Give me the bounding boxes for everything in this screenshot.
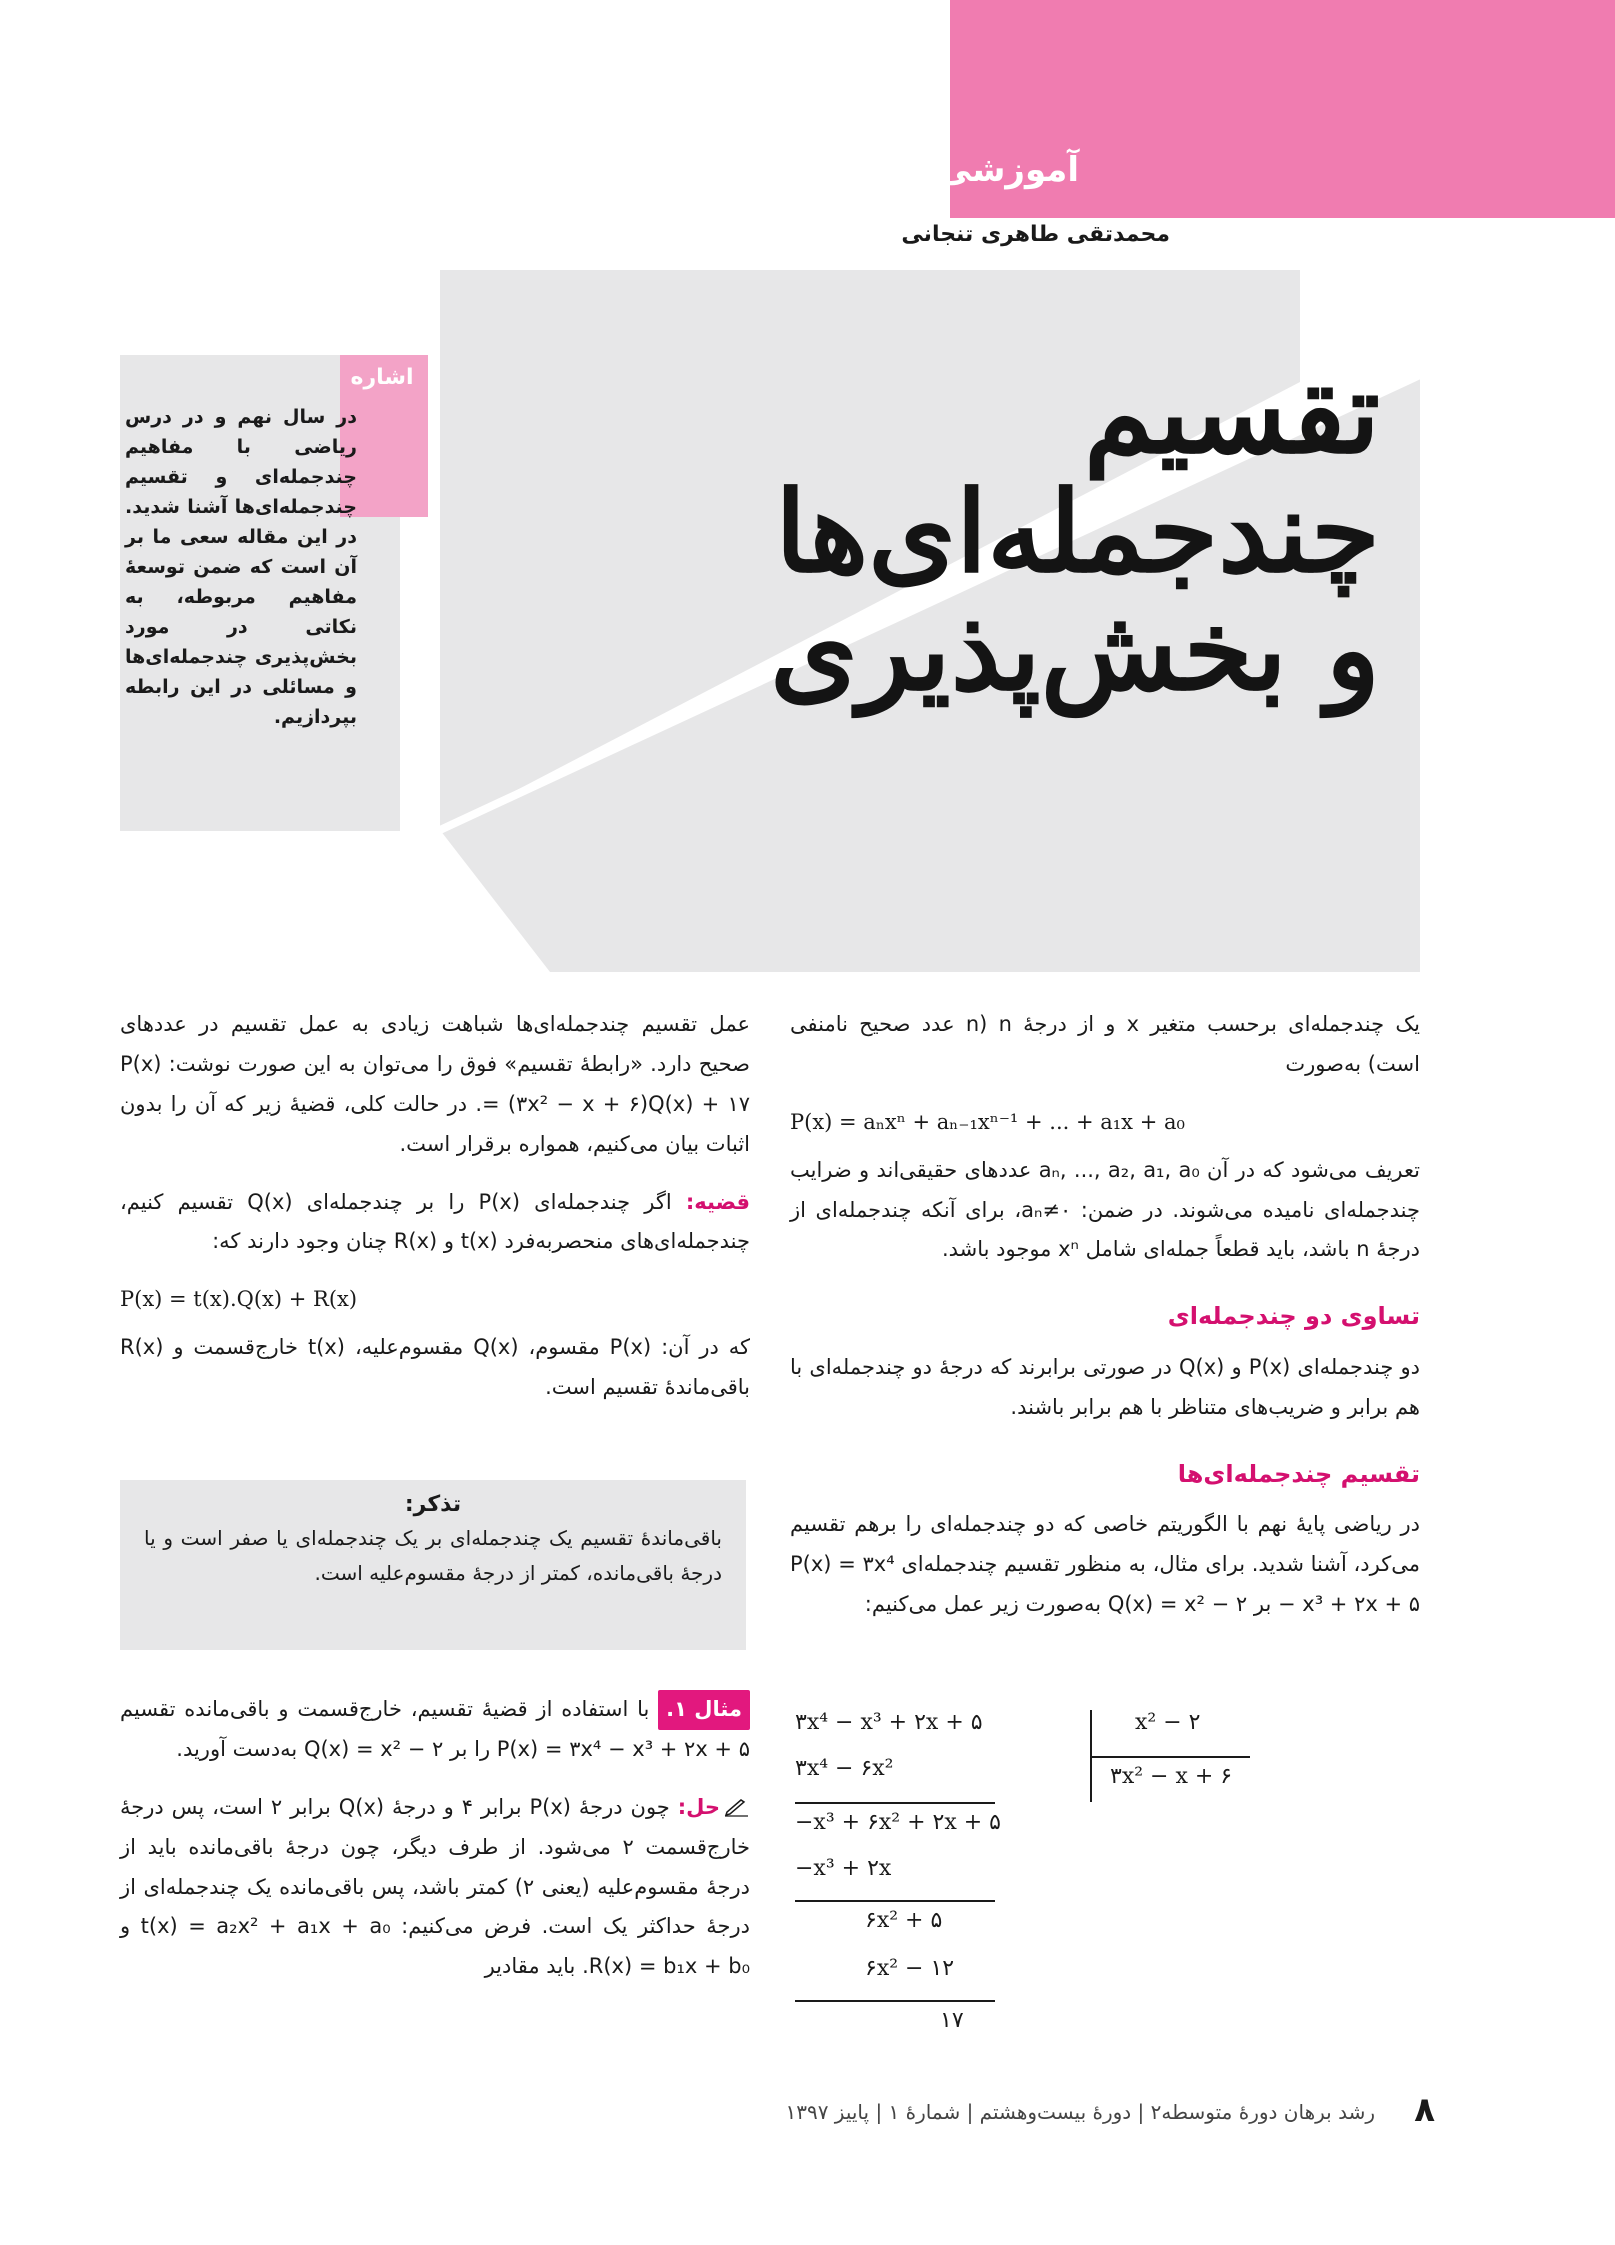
division-rule-3 bbox=[795, 2000, 995, 2002]
division-step-3: ۶x² − ۱۲ bbox=[865, 1956, 955, 1981]
division-dividend: ۳x⁴ − x³ + ۲x + ۵ bbox=[795, 1710, 983, 1735]
author-name: محمدتقی طاهری تنجانی bbox=[901, 222, 1170, 247]
equal-paragraph: دو چندجمله‌ای P(x) و Q(x) در صورتی برابرند که درجهٔ دو چندجمله‌ای با هم برابر و ضریب‌های متناظر با هم برابر باشند. bbox=[790, 1354, 1420, 1419]
example-paragraph bbox=[120, 1690, 750, 1770]
title-line-3: و بخش‌پذیری bbox=[770, 585, 1380, 717]
division-divisor: x² − ۲ bbox=[1135, 1710, 1201, 1735]
division-remainder-2: ۶x² + ۵ bbox=[865, 1908, 943, 1933]
long-division bbox=[790, 1710, 1330, 2050]
solution-text: چون درجهٔ P(x) برابر ۴ و درجهٔ Q(x) برابر ۲ است، پس درجهٔ خارج‌قسمت ۲ می‌شود. از طرف دیگر، چون درجهٔ باقی‌مانده باید از درجهٔ مقسوم‌علیه (یعنی ۲) کمتر باشد، پس باقی‌مانده یک چندجمله‌ای از درجهٔ حداکثر یک است. فرض می‌کنیم: t(x) = a₂x² + a₁x + a₀ و R(x) = b₁x + b₀. باید مقادیر bbox=[120, 1794, 750, 1979]
theorem-text: اگر چندجمله‌ای P(x) را بر چندجمله‌ای Q(x) تقسیم کنیم، چندجمله‌ای‌های منحصربه‌فرد t(x) و R(x) چنان وجود دارند که: bbox=[120, 1189, 750, 1254]
reminder-title: تذکر: bbox=[404, 1492, 462, 1517]
heading-polynomial-division: تقسیم چندجمله‌ای‌ها bbox=[1177, 1459, 1420, 1488]
pencil-icon bbox=[724, 1799, 750, 1817]
left-column bbox=[120, 1005, 750, 1426]
note-text: در سال نهم و در درس ریاضی با مفاهیم چندجمله‌ای و تقسیم چندجمله‌ای‌ها آشنا شدید. در این مقاله سعی ما بر آن است که ضمن توسعهٔ مفاهیم مربوطه، به نکاتی در مورد بخش‌پذیری چندجمله‌ای‌ها و مسائلی در این رابطه بپردازیم. bbox=[125, 406, 357, 729]
section-label: آموزشی bbox=[937, 150, 1079, 190]
division-rule-1 bbox=[795, 1802, 995, 1804]
note-tag-label: اشاره bbox=[350, 365, 414, 390]
division-rule-2 bbox=[795, 1900, 995, 1902]
division-remainder-1: −x³ + ۶x² + ۲x + ۵ bbox=[795, 1810, 1002, 1835]
solution-paragraph bbox=[120, 1788, 750, 1987]
theorem-explanation: که در آن: P(x) مقسوم، Q(x) مقسوم‌علیه، t(x) خارج‌قسمت و R(x) باقی‌ماندهٔ تقسیم است. bbox=[120, 1335, 751, 1400]
article-title bbox=[520, 348, 1380, 717]
division-quotient: ۳x² − x + ۶ bbox=[1110, 1764, 1233, 1789]
theorem-formula: P(x) = t(x).Q(x) + R(x) bbox=[120, 1287, 358, 1312]
example-section bbox=[120, 1690, 750, 2005]
division-step-2: −x³ + ۲x bbox=[795, 1856, 892, 1881]
page-number: ۸ bbox=[1414, 2090, 1435, 2130]
heading-equal-polynomials: تساوی دو چندجمله‌ای bbox=[1167, 1302, 1420, 1331]
relation-paragraph: عمل تقسیم چندجمله‌ای‌ها شباهت زیادی به عمل تقسیم در عددهای صحیح دارد. «رابطهٔ تقسیم» فوق را می‌توان به این صورت نوشت: P(x) = (۳x² − x + ۶)Q(x) + ۱۷. در حالت کلی، قضیهٔ زیر که آن را بدون اثبات بیان می‌کنیم، همواره برقرار است. bbox=[120, 1012, 750, 1156]
right-column bbox=[790, 1005, 1420, 1643]
footer-info: رشد برهان دورهٔ متوسطه۲ | دورهٔ بیست‌وهشتم | شمارهٔ ۱ | پاییز ۱۳۹۷ bbox=[785, 2100, 1375, 2124]
example-text: با استفاده از قضیهٔ تقسیم، خارج‌قسمت و باقی‌مانده تقسیم P(x) = ۳x⁴ − x³ + ۲x + ۵ را بر Q(x) = x² − ۲ به‌دست آورید. bbox=[120, 1697, 750, 1761]
division-final-remainder: ۱۷ bbox=[940, 2008, 964, 2033]
intro-formula: P(x) = aₙxⁿ + aₙ₋₁xⁿ⁻¹ + ... + a₁x + a₀ bbox=[790, 1109, 1185, 1134]
division-divisor-underline bbox=[1090, 1756, 1250, 1758]
intro-paragraph-2: تعریف می‌شود که در آن aₙ, ..., a₂, a₁, a₀ عددهای حقیقی‌اند و ضرایب چندجمله‌ای نامیده می‌شوند. در ضمن: aₙ≠۰، برای آنکه چندجمله‌ای از درجهٔ n باشد، باید قطعاً جمله‌ای شامل xⁿ موجود باشد. bbox=[790, 1157, 1420, 1262]
division-paragraph: در ریاضی پایهٔ نهم با الگوریتم خاصی که دو چندجمله‌ای را برهم تقسیم می‌کرد، آشنا شدید. برای مثال، به منظور تقسیم چندجمله‌ای P(x) = ۳x⁴ − x³ + ۲x + ۵ بر Q(x) = x² − ۲ به‌صورت زیر عمل می‌کنیم: bbox=[790, 1512, 1420, 1617]
theorem-paragraph bbox=[120, 1183, 750, 1263]
title-line-1: تقسیم bbox=[1083, 348, 1380, 479]
division-step-1: ۳x⁴ − ۶x² bbox=[795, 1756, 894, 1781]
title-line-2: چندجمله‌ای‌ها bbox=[775, 466, 1380, 598]
reminder-box bbox=[120, 1480, 746, 1650]
intro-paragraph-1: یک چندجمله‌ای برحسب متغیر x و از درجهٔ n (n عدد صحیح نامنفی است) به‌صورت bbox=[790, 1012, 1420, 1076]
solution-label: حل: bbox=[677, 1794, 720, 1819]
example-badge: مثال ۱. bbox=[658, 1690, 750, 1730]
reminder-text: باقی‌ماندهٔ تقسیم یک چندجمله‌ای بر یک چندجمله‌ای یا صفر است و یا درجهٔ باقی‌مانده، کمتر از درجهٔ مقسوم‌علیه است. bbox=[144, 1526, 722, 1585]
theorem-label: قضیه: bbox=[685, 1189, 751, 1214]
